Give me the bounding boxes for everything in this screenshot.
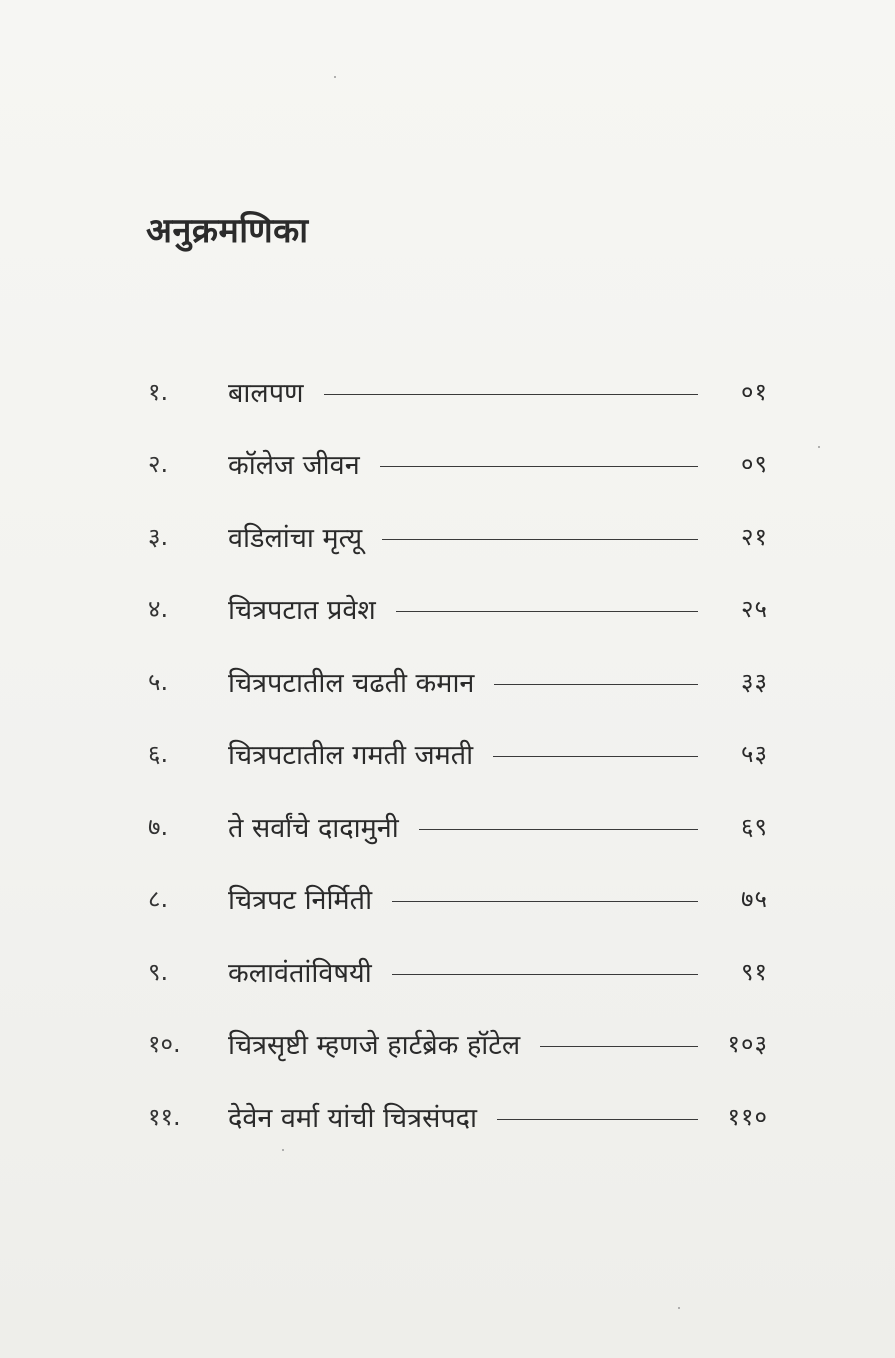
entry-number: ८. xyxy=(148,885,169,914)
paper-speck xyxy=(818,446,820,448)
entry-number: ६. xyxy=(148,740,169,769)
toc-entry xyxy=(148,428,768,501)
toc-entry xyxy=(148,1008,768,1081)
entry-page-number: ०१ xyxy=(741,377,768,406)
entry-title: चित्रपट निर्मिती xyxy=(228,885,373,917)
toc-entry xyxy=(148,790,768,863)
toc-entry xyxy=(148,573,768,646)
entry-page-number: ३३ xyxy=(741,667,768,696)
entry-number: ९. xyxy=(148,957,169,986)
toc-entry xyxy=(148,863,768,936)
entry-title: ते सर्वांचे दादामुनी xyxy=(228,812,399,844)
toc-entry xyxy=(148,718,768,791)
page-title: अनुक्रमणिका xyxy=(146,211,309,251)
toc-entry xyxy=(148,355,768,428)
entry-number: १०. xyxy=(148,1030,181,1059)
entry-page-number: ९१ xyxy=(741,957,768,986)
entry-title: चित्रपटातील गमती जमती xyxy=(228,740,474,772)
leader-line xyxy=(497,1119,698,1120)
leader-line xyxy=(324,394,698,395)
entry-title: देवेन वर्मा यांची चित्रसंपदा xyxy=(228,1102,477,1134)
toc-entry xyxy=(148,1080,768,1153)
table-of-contents xyxy=(148,355,768,1153)
leader-line xyxy=(380,466,698,467)
paper-speck xyxy=(334,76,336,78)
entry-page-number: २१ xyxy=(741,522,768,551)
entry-title: चित्रसृष्टी म्हणजे हार्टब्रेक हॉटेल xyxy=(228,1030,521,1062)
entry-number: ११. xyxy=(148,1102,181,1131)
toc-entry xyxy=(148,500,768,573)
leader-line xyxy=(382,539,698,540)
leader-line xyxy=(392,901,698,902)
entry-title: कॉलेज जीवन xyxy=(228,450,360,482)
entry-page-number: ६९ xyxy=(741,812,768,841)
leader-line xyxy=(494,684,698,685)
leader-line xyxy=(493,756,698,757)
entry-number: १. xyxy=(148,377,169,406)
entry-number: ३. xyxy=(148,522,169,551)
entry-page-number: ०९ xyxy=(741,450,768,479)
entry-title: चित्रपटात प्रवेश xyxy=(228,595,376,627)
toc-entry xyxy=(148,645,768,718)
entry-number: २. xyxy=(148,450,169,479)
entry-page-number: ५३ xyxy=(741,740,768,769)
toc-entry xyxy=(148,935,768,1008)
entry-title: कलावंतांविषयी xyxy=(228,957,372,989)
leader-line xyxy=(419,829,698,830)
entry-title: वडिलांचा मृत्यू xyxy=(228,522,363,554)
entry-page-number: १०३ xyxy=(727,1030,768,1059)
entry-number: ७. xyxy=(148,812,169,841)
entry-title: चित्रपटातील चढती कमान xyxy=(228,667,475,699)
leader-line xyxy=(396,611,698,612)
leader-line xyxy=(540,1046,698,1047)
paper-speck xyxy=(678,1307,680,1309)
paper-speck xyxy=(282,1149,284,1151)
entry-number: ४. xyxy=(148,595,169,624)
entry-number: ५. xyxy=(148,667,169,696)
entry-page-number: ११० xyxy=(727,1102,768,1131)
entry-title: बालपण xyxy=(228,377,304,409)
entry-page-number: २५ xyxy=(741,595,768,624)
leader-line xyxy=(392,974,698,975)
entry-page-number: ७५ xyxy=(741,885,768,914)
